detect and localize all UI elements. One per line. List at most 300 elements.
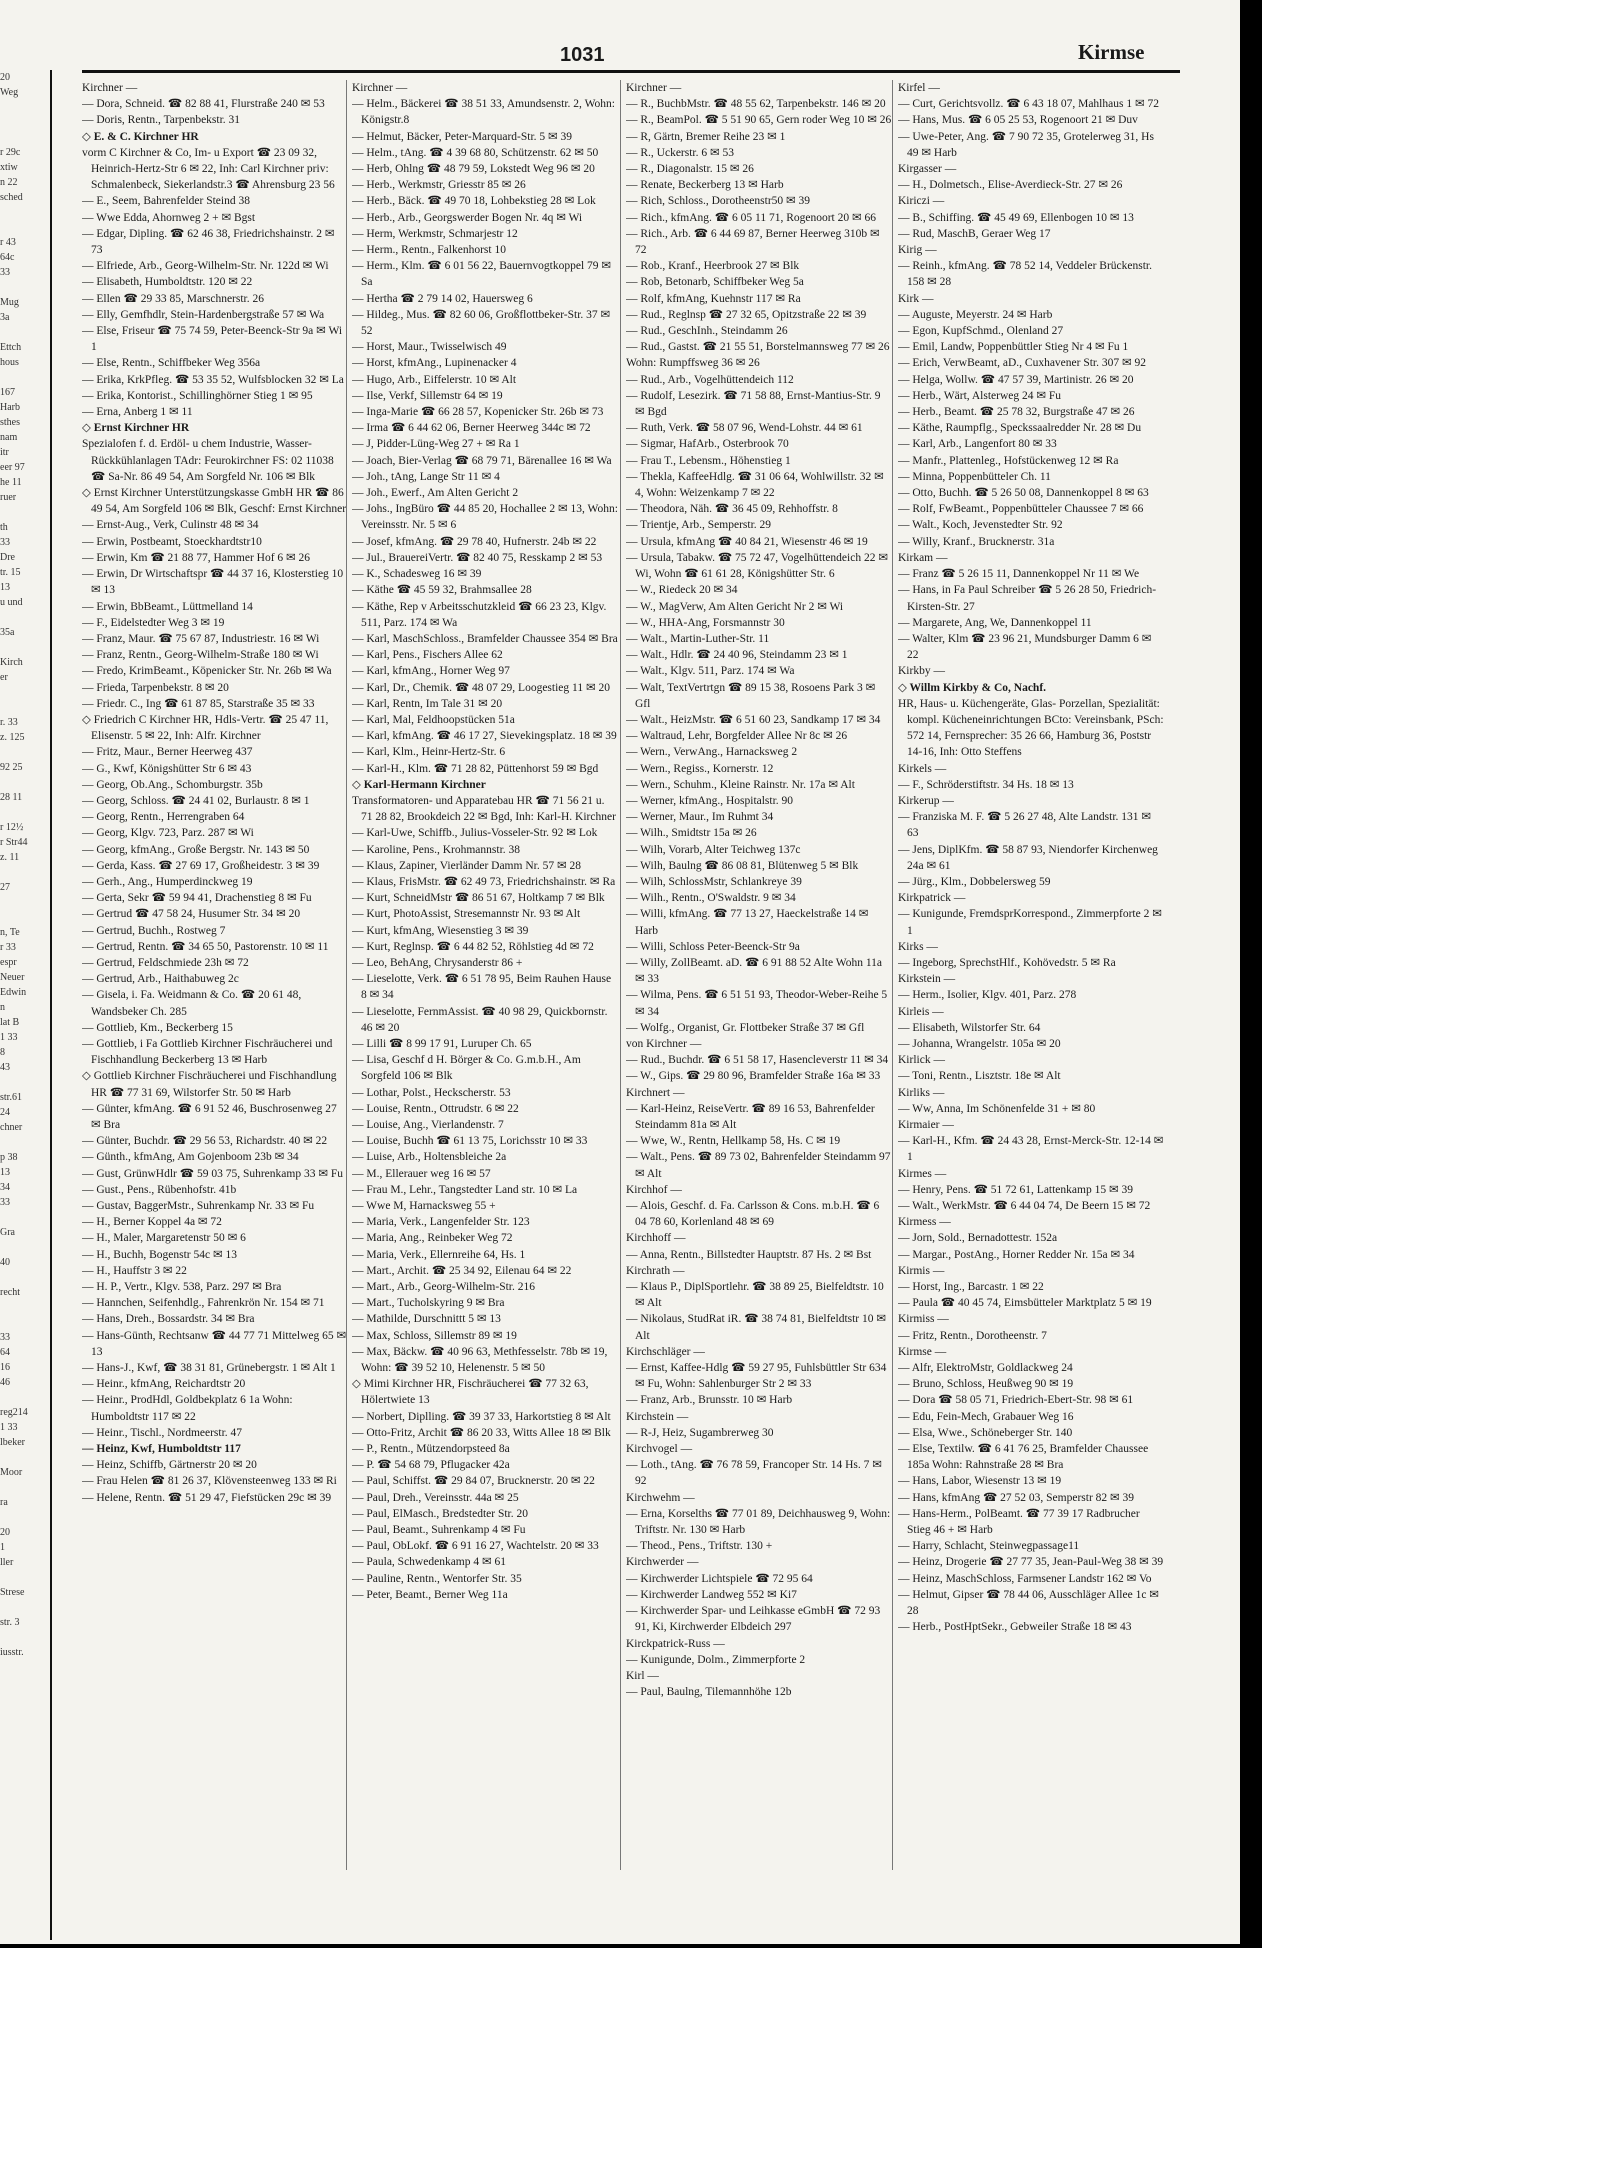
directory-entry: — Hans, Labor, Wiesenstr 13 ✉ 19 [898, 1475, 1062, 1488]
margin-fragment: 13 [0, 582, 10, 593]
margin-fragment [0, 1570, 50, 1585]
margin-fragment: lbeker [0, 1437, 25, 1448]
directory-entry: — Helm., tAng. ☎ 4 39 68 80, Schützenstr. 62 ✉ 50 [352, 146, 599, 159]
margin-fragment: 46 [0, 1377, 10, 1388]
margin-fragment: Moor [0, 1467, 23, 1478]
directory-entry: — Heinz, Drogerie ☎ 27 77 35, Jean-Paul-Weg 38 ✉ 39 [898, 1556, 1164, 1569]
directory-entry: — Frau T., Lebensm., Höhenstieg 1 [626, 454, 791, 467]
directory-entry: — Pauline, Rentn., Wentorfer Str. 35 [352, 1572, 522, 1585]
margin-fragment: 92 25 [0, 762, 23, 773]
margin-fragment: lat B [0, 1017, 20, 1028]
directory-entry: — Gertrud, Feldschmiede 23h ✉ 72 [82, 956, 249, 969]
directory-entry: — Karoline, Pens., Krohmannstr. 38 [352, 843, 521, 856]
directory-entry: — Max, Schloss, Sillemstr 89 ✉ 19 [352, 1329, 517, 1342]
directory-entry: — Karl, MaschSchloss., Bramfelder Chaussee 354 ✉ Bra [352, 632, 618, 645]
directory-entry: Kirchner — [82, 82, 138, 94]
directory-entry: Kirchner — [352, 82, 408, 94]
directory-entry: — E., Seem, Bahrenfelder Steind 38 [82, 195, 250, 208]
directory-entry: — J, Pidder-Lüng-Weg 27 + ✉ Ra 1 [352, 438, 520, 451]
margin-fragment: r 12½ [0, 822, 24, 833]
directory-entry: — Alois, Geschf. d. Fa. Carlsson & Cons. m.b.H. ☎ 6 04 78 60, Korlenland 48 ✉ 69 [626, 1200, 880, 1229]
margin-fragment: hous [0, 357, 19, 368]
directory-entry: — Fredo, KrimBeamt., Köpenicker Str. Nr. 26b ✉ Wa [82, 665, 332, 678]
directory-entry: — Dora ☎ 58 05 71, Friedrich-Ebert-Str. 98 ✉ 61 [898, 1394, 1134, 1407]
margin-fragment: 64c [0, 252, 15, 263]
directory-entry: — Jorn, Sold., Bernadottestr. 152a [898, 1232, 1058, 1245]
margin-fragment: sched [0, 192, 23, 203]
margin-fragment [0, 775, 50, 790]
margin-fragment: Gra [0, 1227, 15, 1238]
directory-entry: — Hans-Herm., PolBeamt. ☎ 77 39 17 Radbrucher Stieg 46 + ✉ Harb [898, 1507, 1140, 1537]
directory-entry: HR, Haus- u. Küchengeräte, Glas- Porzellan, Spezialität: kompl. Kücheneinrichtungen BCto: Vereinsbank, PSch: 572 14, Fernsprecher: 35 26 66, Hamburg 36, Poststr 14-16, Inh: Otto Steffens [898, 697, 1164, 759]
directory-entry: — R., Diagonalstr. 15 ✉ 26 [626, 163, 754, 176]
margin-fragment: reg214 [0, 1407, 28, 1418]
directory-entry: — Lothar, Polst., Heckscherstr. 53 [352, 1086, 511, 1099]
margin-fragment: Weg [0, 87, 19, 98]
directory-entry: — Trientje, Arb., Semperstr. 29 [626, 519, 772, 532]
directory-entry: Kirchschläger — [626, 1345, 705, 1358]
directory-entry: Kirchhof — [626, 1183, 682, 1196]
directory-entry: — Wilh, SchlossMstr, Schlankreye 39 [626, 875, 802, 888]
directory-entry: — Willi, kfmAng. ☎ 77 13 27, Haeckelstraße 14 ✉ Harb [626, 908, 869, 937]
directory-entry: Kirmis — [898, 1264, 945, 1277]
directory-entry: — Helene, Rentn. ☎ 51 29 47, Fiefstücken 29c ✉ 39 [82, 1491, 332, 1504]
running-header-word: Kirmse [1078, 40, 1145, 64]
margin-fragment: 13 [0, 1167, 10, 1178]
directory-entry: — W., Riedeck 20 ✉ 34 [626, 584, 738, 597]
header-rule [82, 70, 1180, 73]
directory-entry: — H., Hauffstr 3 ✉ 22 [82, 1264, 187, 1277]
directory-entry: Kirckpatrick-Russ — [626, 1637, 725, 1650]
margin-fragment: chner [0, 1122, 23, 1133]
directory-entry: — Hans, kfmAng ☎ 27 52 03, Semperstr 82 ✉ 39 [898, 1491, 1135, 1504]
directory-entry: — H., Berner Koppel 4a ✉ 72 [82, 1216, 222, 1229]
margin-fragment: Ettch [0, 342, 22, 353]
directory-entry: — K., Schadesweg 16 ✉ 39 [352, 568, 482, 581]
directory-entry: — Harry, Schlacht, Steinwegpassage11 [898, 1540, 1080, 1553]
directory-entry: — Erika, KrkPfleg. ☎ 53 35 52, Wulfsblocken 32 ✉ La [82, 373, 344, 386]
directory-entry: — Henry, Pens. ☎ 51 72 61, Lattenkamp 15 ✉ 39 [898, 1183, 1133, 1196]
directory-entry: — Ingeborg, SprechstHlf., Kohövedstr. 5 ✉ Ra [898, 956, 1116, 969]
directory-entry: — Irma ☎ 6 44 62 06, Berner Heerweg 344c ✉ 72 [352, 422, 591, 435]
directory-entry: — Erwin, BbBeamt., Lüttmelland 14 [82, 600, 253, 613]
directory-entry: — Gertrud, Arb., Haithabuweg 2c [82, 973, 239, 986]
page-number: 1031 [560, 44, 605, 66]
directory-entry: — Frau M., Lehr., Tangstedter Land str. 10 ✉ La [352, 1183, 578, 1196]
margin-fragment: str.61 [0, 1092, 22, 1103]
directory-entry: — W., HHA-Ang, Forsmannstr 30 [626, 616, 785, 629]
directory-entry: — H., Maler, Margaretenstr 50 ✉ 6 [82, 1232, 246, 1245]
directory-entry: — P. ☎ 54 68 79, Pflugacker 42a [352, 1459, 510, 1472]
margin-fragment: 33 [0, 537, 10, 548]
directory-entry: — Frieda, Tarpenbekstr. 8 ✉ 20 [82, 681, 229, 694]
directory-entry: — Gertrud, Buchh., Rostweg 7 [82, 924, 226, 937]
margin-fragment [0, 280, 50, 295]
directory-entry: — Wern., Schuhm., Kleine Rainstr. Nr. 17a ✉ Alt [626, 778, 855, 791]
directory-entry: — Manfr., Plattenleg., Hofstückenweg 12 ✉ Ra [898, 454, 1119, 467]
directory-entry: — Herm., Rentn., Falkenhorst 10 [352, 244, 506, 257]
directory-entry: ◇ E. & C. Kirchner HR [82, 130, 199, 143]
margin-fragment: r Str44 [0, 837, 28, 848]
directory-entry: — Karl-Uwe, Schiffb., Julius-Vosseler-Str. 92 ✉ Lok [352, 827, 598, 840]
margin-fragment [0, 1240, 50, 1255]
directory-entry: vorm C Kirchner & Co, Im- u Export ☎ 23 09 32, Heinrich-Hertz-Str 6 ✉ 22, Inh: Carl Kirchner priv: Schmalenbeck, Siekerlandstr.3 ☎ Ahrensburg 23 56 [82, 146, 335, 192]
margin-fragment [0, 910, 50, 925]
directory-entry: — Gerda, Kass. ☎ 27 69 17, Großheidestr. 3 ✉ 39 [82, 859, 320, 872]
margin-fragment [0, 1270, 50, 1285]
directory-entry: — Ruth, Verk. ☎ 58 07 96, Wend-Lohstr. 44 ✉ 61 [626, 422, 863, 435]
directory-entry: — Günter, kfmAng. ☎ 6 91 52 46, Buschrosenweg 27 ✉ Bra [82, 1102, 337, 1131]
directory-entry: — Erwin, Dr Wirtschaftspr ☎ 44 37 16, Klosterstieg 10 ✉ 13 [82, 568, 344, 597]
directory-entry: — Ellen ☎ 29 33 85, Marschnerstr. 26 [82, 292, 265, 305]
directory-entry: — Georg, Schloss. ☎ 24 41 02, Burlaustr. 8 ✉ 1 [82, 794, 310, 807]
directory-entry: Kirkstein — [898, 973, 956, 986]
directory-entry: — Louise, Buchh ☎ 61 13 75, Lorichsstr 10 ✉ 33 [352, 1135, 588, 1148]
directory-entry: — Edu, Fein-Mech, Grabauer Weg 16 [898, 1410, 1074, 1423]
directory-entry: — Heinr., Tischl., Nordmeerstr. 47 [82, 1426, 243, 1439]
directory-entry: — Gottlieb, Km., Beckerberg 15 [82, 1021, 233, 1034]
directory-entry: — Wwe M, Harnacksweg 55 + [352, 1200, 496, 1213]
directory-entry: — Walt., Pens. ☎ 89 73 02, Bahrenfelder Steindamm 97 ✉ Alt [626, 1151, 891, 1180]
directory-entry: — Georg, Klgv. 723, Parz. 287 ✉ Wi [82, 827, 254, 840]
margin-fragment: 28 11 [0, 792, 23, 803]
directory-entry: — Karl, Rentn, Im Tale 31 ✉ 20 [352, 697, 503, 710]
directory-entry: — Paul, Schiffst. ☎ 29 84 07, Brucknerstr. 20 ✉ 22 [352, 1475, 595, 1488]
directory-entry: — Helmut, Bäcker, Peter-Marquard-Str. 5 ✉ 39 [352, 130, 573, 143]
directory-entry: — Franz, Arb., Brunsstr. 10 ✉ Harb [626, 1394, 793, 1407]
margin-fragment: nam [0, 432, 18, 443]
directory-entry: Kirkerup — [898, 794, 954, 807]
directory-entry: — Willy, Kranf., Brucknerstr. 31a [898, 535, 1055, 548]
directory-entry: — Johanna, Wrangelstr. 105a ✉ 20 [898, 1037, 1061, 1050]
directory-entry: — Herm, Werkmstr, Schmarjestr 12 [352, 227, 518, 240]
directory-entry: — Hans, Mus. ☎ 6 05 25 53, Rogenoort 21 ✉ Duv [898, 114, 1138, 127]
directory-entry: — Helm., Bäckerei ☎ 38 51 33, Amundsenstr. 2, Wohn: Königstr.8 [352, 98, 615, 127]
directory-entry: — Paul, Baulng, Tilemannhöhe 12b [626, 1686, 792, 1699]
margin-fragment: 33 [0, 1197, 10, 1208]
directory-entry: — Maria, Verk., Ellernreihe 64, Hs. 1 [352, 1248, 526, 1261]
directory-entry: von Kirchner — [626, 1037, 702, 1050]
directory-entry: — Paula, Schwedenkamp 4 ✉ 61 [352, 1556, 506, 1569]
directory-entry: Kirmiss — [898, 1313, 949, 1326]
margin-fragment: he 11 [0, 477, 22, 488]
margin-fragment: 43 [0, 1062, 10, 1073]
margin-fragment: 40 [0, 1257, 10, 1268]
margin-fragment [0, 805, 50, 820]
directory-entry: — Joh., tAng, Lange Str 11 ✉ 4 [352, 470, 500, 483]
column-2 [352, 80, 618, 1870]
directory-entry: — Käthe ☎ 45 59 32, Brahmsallee 28 [352, 584, 532, 597]
directory-entry: — Reinh., kfmAng. ☎ 78 52 14, Veddeler Brückenstr. 158 ✉ 28 [898, 260, 1152, 289]
directory-entry: — Toni, Rentn., Lisztstr. 18e ✉ Alt [898, 1070, 1061, 1083]
directory-entry: — Franz ☎ 5 26 15 11, Dannenkoppel Nr 11 ✉ We [898, 568, 1140, 581]
directory-entry: ◇ Willm Kirkby & Co, Nachf. [898, 681, 1047, 694]
directory-entry: — Georg, Rentn., Herrengraben 64 [82, 811, 245, 824]
directory-entry: — Georg, kfmAng., Große Bergstr. Nr. 143 ✉ 50 [82, 843, 310, 856]
directory-entry: — R., BuchbMstr. ☎ 48 55 62, Tarpenbekstr. 146 ✉ 20 [626, 98, 886, 111]
directory-entry: — R, Gärtn, Bremer Reihe 23 ✉ 1 [626, 130, 786, 143]
margin-fragment [0, 505, 50, 520]
directory-entry: — Käthe, Rep v Arbeitsschutzkleid ☎ 66 23 23, Klgv. 511, Parz. 174 ✉ Wa [352, 600, 607, 629]
directory-entry: — Paul, ElMasch., Bredstedter Str. 20 [352, 1507, 528, 1520]
directory-entry: — Loth., tAng. ☎ 76 78 59, Francoper Str. 14 Hs. 7 ✉ 92 [626, 1459, 882, 1488]
directory-entry: — Doris, Rentn., Tarpenbekstr. 31 [82, 114, 241, 127]
directory-entry: Kirk — [898, 292, 934, 305]
directory-entry: Kiriczi — [898, 195, 945, 208]
directory-entry: — Else, Textilw. ☎ 6 41 76 25, Bramfelder Chaussee 185a Wohn: Rahnstraße 28 ✉ Bra [898, 1443, 1149, 1472]
directory-entry: — Frau Helen ☎ 81 26 37, Klövensteenweg 133 ✉ Ri [82, 1475, 337, 1488]
directory-entry: — Werner, Maur., Im Ruhmt 34 [626, 811, 774, 824]
column-1 [82, 80, 348, 1870]
directory-entry: — Herb, Ohlng ☎ 48 79 59, Lokstedt Weg 96 ✉ 20 [352, 163, 595, 176]
directory-entry: — Rud., Arb., Vogelhüttendeich 112 [626, 373, 794, 386]
directory-entry: — Rud., Buchdr. ☎ 6 51 58 17, Hasencleverstr 11 ✉ 34 [626, 1054, 889, 1067]
directory-entry: — Kurt, PhotoAssist, Stresemannstr Nr. 93 ✉ Alt [352, 908, 581, 921]
margin-fragment: r 33 [0, 942, 16, 953]
directory-entry: Spezialofen f. d. Erdöl- u chem Industrie, Wasser-Rückkühlanlagen TAdr: Feurokirchner FS: 02 11038 ☎ Sa-Nr. 86 49 54, Am Sorgfeld Nr. 106 ✉ Blk [82, 438, 334, 483]
directory-entry: — Karl, Arb., Langenfort 80 ✉ 33 [898, 438, 1057, 451]
directory-entry: — Dora, Schneid. ☎ 82 88 41, Flurstraße 240 ✉ 53 [82, 98, 325, 111]
directory-entry: Kirgasser — [898, 163, 957, 176]
directory-entry: — Erich, VerwBeamt, aD., Cuxhavener Str. 307 ✉ 92 [898, 357, 1147, 370]
directory-entry: — Herb., Bäck. ☎ 49 70 18, Lohbekstieg 28 ✉ Lok [352, 195, 596, 208]
directory-entry: — Gust, GrünwHdlr ☎ 59 03 75, Suhrenkamp 33 ✉ Fu [82, 1167, 343, 1180]
margin-fragment [0, 610, 50, 625]
margin-fragment: Strese [0, 1587, 25, 1598]
directory-entry: — H. P., Vertr., Klgv. 538, Parz. 297 ✉ Bra [82, 1281, 282, 1294]
directory-entry: — Walt., HeizMstr. ☎ 6 51 60 23, Sandkamp 17 ✉ 34 [626, 713, 881, 726]
directory-entry: Kirchnert — [626, 1086, 685, 1099]
directory-entry: — Gottlieb, i Fa Gottlieb Kirchner Fischräucherei und Fischhandlung Beckerberg 13 ✉ Harb [82, 1037, 333, 1067]
directory-entry: — Erna, Korselths ☎ 77 01 89, Deichhausweg 9, Wohn: Triftstr. Nr. 130 ✉ Harb [626, 1507, 891, 1537]
directory-entry: — Wwe, W., Rentn, Hellkamp 58, Hs. C ✉ 19 [626, 1135, 841, 1148]
directory-entry: — R-J, Heiz, Sugambrerweg 30 [626, 1426, 774, 1439]
margin-fragment: n [0, 1002, 5, 1013]
directory-entry: — Wilh, Baulng ☎ 86 08 81, Blütenweg 5 ✉ Blk [626, 859, 859, 872]
margin-fragment: Neuer [0, 972, 25, 983]
margin-fragment [0, 1450, 50, 1465]
directory-entry: — Kurt, Reglnsp. ☎ 6 44 82 52, Röhlstieg 4d ✉ 72 [352, 940, 594, 953]
directory-entry: — Erika, Kontorist., Schillinghörner Stieg 1 ✉ 95 [82, 389, 313, 402]
directory-entry: — Edgar, Dipling. ☎ 62 46 38, Friedrichshainstr. 2 ✉ 73 [82, 227, 335, 257]
directory-entry: ◇ Ernst Kirchner Unterstützungskasse GmbH HR ☎ 86 49 54, Am Sorgfeld 106 ✉ Blk, Geschf: Ernst Kirchner [82, 487, 347, 516]
directory-entry: — Hertha ☎ 2 79 14 02, Hauersweg 6 [352, 292, 533, 305]
margin-fragment: 1 33 [0, 1032, 18, 1043]
directory-entry: — Herb., Beamt. ☎ 25 78 32, Burgstraße 47 ✉ 26 [898, 406, 1135, 419]
directory-entry: — Rich., Arb. ☎ 6 44 69 87, Berner Heerweg 310b ✉ 72 [626, 227, 880, 257]
directory-entry: — Renate, Beckerberg 13 ✉ Harb [626, 179, 784, 192]
directory-entry: — W., Gips. ☎ 29 80 96, Bramfelder Straße 16a ✉ 33 [626, 1070, 881, 1083]
directory-entry: — F., Schröderstiftstr. 34 Hs. 18 ✉ 13 [898, 778, 1074, 791]
directory-entry: — Franz, Maur. ☎ 75 67 87, Industriestr. 16 ✉ Wi [82, 632, 320, 645]
directory-entry: — Fritz, Rentn., Dorotheenstr. 7 [898, 1329, 1047, 1342]
directory-entry: — B., Schiffing. ☎ 45 49 69, Ellenbogen 10 ✉ 13 [898, 211, 1134, 224]
directory-entry: — Rob., Kranf., Heerbrook 27 ✉ Blk [626, 260, 800, 273]
directory-entry: — Joach, Bier-Verlag ☎ 68 79 71, Bärenallee 16 ✉ Wa [352, 454, 612, 467]
directory-entry: — Rob, Betonarb, Schiffbeker Weg 5a [626, 276, 804, 289]
directory-entry: — Karl, kfmAng., Horner Weg 97 [352, 665, 510, 678]
directory-entry: — Herb., Wärt, Alsterweg 24 ✉ Fu [898, 389, 1062, 402]
margin-fragment: 1 [0, 1542, 5, 1553]
directory-entry: — Ernst, Kaffee-Hdlg ☎ 59 27 95, Fuhlsbüttler Str 634 ✉ Fu, Wohn: Sahlenburger Str 2 ✉ 33 [626, 1362, 887, 1391]
directory-entry: — Karl-Heinz, ReiseVertr. ☎ 89 16 53, Bahrenfelder Steindamm 81a ✉ Alt [626, 1102, 875, 1131]
directory-entry: — Johs., IngBüro ☎ 44 85 20, Hochallee 2 ✉ 13, Wohn: Vereinsstr. Nr. 5 ✉ 6 [352, 503, 618, 532]
margin-fragment [0, 1630, 50, 1645]
margin-fragment [0, 865, 50, 880]
directory-entry: Kirkby — [898, 665, 945, 678]
directory-entry: — Helmut, Gipser ☎ 78 44 06, Ausschläger Allee 1c ✉ 28 [898, 1588, 1159, 1618]
directory-entry: — Curt, Gerichtsvollz. ☎ 6 43 18 07, Mahlhaus 1 ✉ 72 [898, 98, 1159, 111]
directory-entry: — Werner, kfmAng., Hospitalstr. 90 [626, 794, 794, 807]
directory-entry: — Wern., VerwAng., Harnacksweg 2 [626, 746, 798, 759]
margin-fragment: 35a [0, 627, 15, 638]
directory-entry: — Mart., Tucholskyring 9 ✉ Bra [352, 1297, 505, 1310]
directory-entry: — Paul, Beamt., Suhrenkamp 4 ✉ Fu [352, 1524, 526, 1537]
directory-entry: — Herm., Isolier, Klgv. 401, Parz. 278 [898, 989, 1077, 1002]
margin-fragment: th [0, 522, 8, 533]
margin-fragment: Edwin [0, 987, 27, 998]
directory-entry: Kirchvogel — [626, 1443, 693, 1456]
directory-entry: — Rud., GeschInh., Steindamm 26 [626, 325, 788, 338]
margin-fragment: r 43 [0, 237, 16, 248]
directory-entry: — Walt., WerkMstr. ☎ 6 44 04 74, De Beern 15 ✉ 72 [898, 1200, 1151, 1213]
directory-entry: — Ilse, Verkf, Sillemstr 64 ✉ 19 [352, 389, 503, 402]
directory-entry: — Otto, Buchh. ☎ 5 26 50 08, Dannenkoppel 8 ✉ 63 [898, 487, 1149, 500]
directory-entry: — Lieselotte, FernmAssist. ☎ 40 98 29, Quickbornstr. 46 ✉ 20 [352, 1005, 608, 1034]
directory-entry: — Willi, Schloss Peter-Beenck-Str 9a [626, 940, 800, 953]
margin-fragment [0, 1480, 50, 1495]
margin-fragment: n 22 [0, 177, 18, 188]
directory-entry: — Erwin, Postbeamt, Stoeckhardtstr10 [82, 535, 262, 548]
margin-fragment [0, 1315, 50, 1330]
scan-edge-bottom [0, 1944, 1262, 1948]
directory-entry: — Käthe, Raumpflg., Speckssaalredder Nr. 28 ✉ Du [898, 422, 1142, 435]
margin-fragment [0, 1300, 50, 1315]
directory-entry: — Hans-J., Kwf, ☎ 38 31 81, Grünebergstr. 1 ✉ Alt 1 [82, 1362, 336, 1375]
directory-entry: — Maria, Verk., Langenfelder Str. 123 [352, 1216, 530, 1229]
directory-entry: Kirchstein — [626, 1410, 689, 1423]
directory-entry: — Karl, Klm., Heinr-Hertz-Str. 6 [352, 746, 506, 759]
directory-entry: — Willy, ZollBeamt. aD. ☎ 6 91 88 52 Alte Wohn 11a ✉ 33 [626, 956, 883, 986]
directory-entry: Kirchner — [626, 82, 682, 94]
margin-fragment: tr. 15 [0, 567, 21, 578]
directory-entry: — Gertrud ☎ 47 58 24, Husumer Str. 34 ✉ 20 [82, 908, 301, 921]
directory-entry: — Friedr. C., Ing ☎ 61 87 85, Starstraße 35 ✉ 33 [82, 697, 315, 710]
margin-fragment [0, 220, 50, 235]
directory-entry: — Rud., Reglnsp ☎ 27 32 65, Opitzstraße 22 ✉ 39 [626, 308, 867, 321]
directory-entry: — Lisa, Geschf d H. Börger & Co. G.m.b.H., Am Sorgfeld 106 ✉ Blk [352, 1054, 581, 1083]
directory-entry: — Minna, Poppenbütteler Ch. 11 [898, 470, 1051, 483]
directory-entry: ◇ Mimi Kirchner HR, Fischräucherei ☎ 77 32 63, Hölertwiete 13 [352, 1378, 589, 1407]
margin-fragment [0, 1135, 50, 1150]
directory-entry: Kirmaier — [898, 1119, 954, 1131]
margin-fragment: 20 [0, 72, 10, 83]
margin-fragment: 1 33 [0, 1422, 18, 1433]
margin-fragment: espr [0, 957, 17, 968]
directory-entry: — Jürg., Klm., Dobbelersweg 59 [898, 875, 1051, 888]
directory-entry: — Karl, Dr., Chemik. ☎ 48 07 29, Loogestieg 11 ✉ 20 [352, 681, 610, 694]
directory-entry: — Elfriede, Arb., Georg-Wilhelm-Str. Nr. 122d ✉ Wi [82, 260, 329, 273]
directory-entry: Kirl — [626, 1669, 659, 1682]
margin-fragment [0, 325, 50, 340]
directory-entry: — Rud., Gastst. ☎ 21 55 51, Borstelmannsweg 77 ✉ 26 [626, 341, 890, 354]
directory-entry: — Karl, kfmAng. ☎ 46 17 27, Sievekingsplatz. 18 ✉ 39 [352, 730, 617, 743]
directory-entry: — Mart., Arb., Georg-Wilhelm-Str. 216 [352, 1281, 535, 1294]
directory-entry: — Kunigunde, FremdsprKorrespond., Zimmerpforte 2 ✉ 1 [898, 908, 1162, 937]
directory-entry: — Norbert, Diplling. ☎ 39 37 33, Harkortstieg 8 ✉ Alt [352, 1410, 611, 1423]
margin-fragment: xtiw [0, 162, 18, 173]
margin-fragment: eer 97 [0, 462, 25, 473]
margin-fragment: 8 [0, 1047, 5, 1058]
directory-entry: — Rich., kfmAng. ☎ 6 05 11 71, Rogenoort 20 ✉ 66 [626, 211, 877, 224]
directory-entry: Kirlick — [898, 1054, 945, 1067]
directory-entry: — Walt, TextVertrtgn ☎ 89 15 38, Rosoens Park 3 ✉ Gfl [626, 681, 876, 710]
directory-entry: — Heinz, MaschSchloss, Farmsener Landstr 162 ✉ Vo [898, 1572, 1152, 1585]
directory-entry: Kirks — [898, 940, 938, 953]
directory-entry: — Walt., Martin-Luther-Str. 11 [626, 632, 770, 645]
margin-fragment: ruer [0, 492, 17, 503]
margin-fragment: iusstr. [0, 1647, 24, 1658]
directory-entry: — Heinr., kfmAng, Reichardtstr 20 [82, 1378, 246, 1391]
directory-entry: Kirig — [898, 244, 937, 257]
margin-fragment: 3a [0, 312, 10, 323]
directory-entry: — H., Dolmetsch., Elise-Averdieck-Str. 27 ✉ 26 [898, 179, 1123, 192]
directory-entry: — Elisabeth, Wilstorfer Str. 64 [898, 1021, 1041, 1034]
directory-entry: — Anna, Rentn., Billstedter Hauptstr. 87 Hs. 2 ✉ Bst [626, 1248, 872, 1261]
margin-fragment: 24 [0, 1107, 10, 1118]
directory-entry: — Rolf, kfmAng, Kuehnstr 117 ✉ Ra [626, 292, 801, 305]
margin-fragment: z. 125 [0, 732, 25, 743]
margin-fragment: n, Te [0, 927, 20, 938]
directory-entry: — Günter, Buchdr. ☎ 29 56 53, Richardstr. 40 ✉ 22 [82, 1135, 328, 1148]
margin-fragment [0, 685, 50, 700]
directory-entry: — G., Kwf, Königshütter Str 6 ✉ 43 [82, 762, 252, 775]
margin-fragment [0, 1600, 50, 1615]
margin-fragment: r 29c [0, 147, 21, 158]
previous-page-margin [0, 70, 52, 1940]
margin-fragment: r. 33 [0, 717, 18, 728]
margin-fragment: ller [0, 1557, 14, 1568]
directory-entry: — Kirchwerder Lichtspiele ☎ 72 95 64 [626, 1572, 813, 1585]
margin-fragment [0, 700, 50, 715]
directory-entry: — Luise, Arb., Holtensbleiche 2a [352, 1151, 507, 1164]
directory-entry: — Josef, kfmAng. ☎ 29 78 40, Hufnerstr. 24b ✉ 22 [352, 535, 597, 548]
directory-entry: — Elly, Gemfhdlr, Stein-Hardenbergstraße 57 ✉ Wa [82, 308, 325, 321]
directory-entry: — Sigmar, HafArb., Osterbrook 70 [626, 438, 789, 451]
directory-entry: — Hildeg., Mus. ☎ 82 60 06, Großflottbeker-Str. 37 ✉ 52 [352, 308, 611, 338]
column-divider [620, 80, 621, 1870]
margin-fragment: p 38 [0, 1152, 18, 1163]
directory-entry: — Horst, Maur., Twisselwisch 49 [352, 341, 507, 354]
directory-entry: — Kunigunde, Dolm., Zimmerpforte 2 [626, 1653, 806, 1666]
directory-entry: — Jens, DiplKfm. ☎ 58 87 93, Niendorfer Kirchenweg 24a ✉ 61 [898, 843, 1158, 872]
directory-entry: Kirmess — [898, 1216, 951, 1229]
directory-entry: — Hans, in Fa Paul Schreiber ☎ 5 26 28 50, Friedrich-Kirsten-Str. 27 [898, 584, 1157, 613]
directory-entry: — Karl, Mal, Feldhoopstücken 51a [352, 713, 515, 726]
margin-fragment: itr [0, 447, 9, 458]
directory-entry: — F., Eidelstedter Weg 3 ✉ 19 [82, 616, 225, 629]
directory-entry: — Kurt, SchneidMstr ☎ 86 51 67, Holtkamp 7 ✉ Blk [352, 892, 605, 905]
directory-entry: ◇ Friedrich C Kirchner HR, Hdls-Vertr. ☎ 25 47 11, Elisenstr. 5 ✉ 22, Inh: Alfr. Kirchner [82, 713, 329, 743]
directory-entry: — Ursula, kfmAng ☎ 40 84 21, Wiesenstr 46 ✉ 19 [626, 535, 868, 548]
margin-fragment [0, 130, 50, 145]
margin-fragment: Harb [0, 402, 20, 413]
directory-entry: — Wern., Regiss., Kornerstr. 12 [626, 762, 774, 775]
margin-fragment: ra [0, 1497, 8, 1508]
margin-fragment: 167 [0, 387, 15, 398]
directory-entry: ◇ Ernst Kirchner HR [82, 422, 190, 435]
directory-entry: — Else, Friseur ☎ 75 74 59, Peter-Beenck-Str 9a ✉ Wi 1 [82, 325, 343, 354]
